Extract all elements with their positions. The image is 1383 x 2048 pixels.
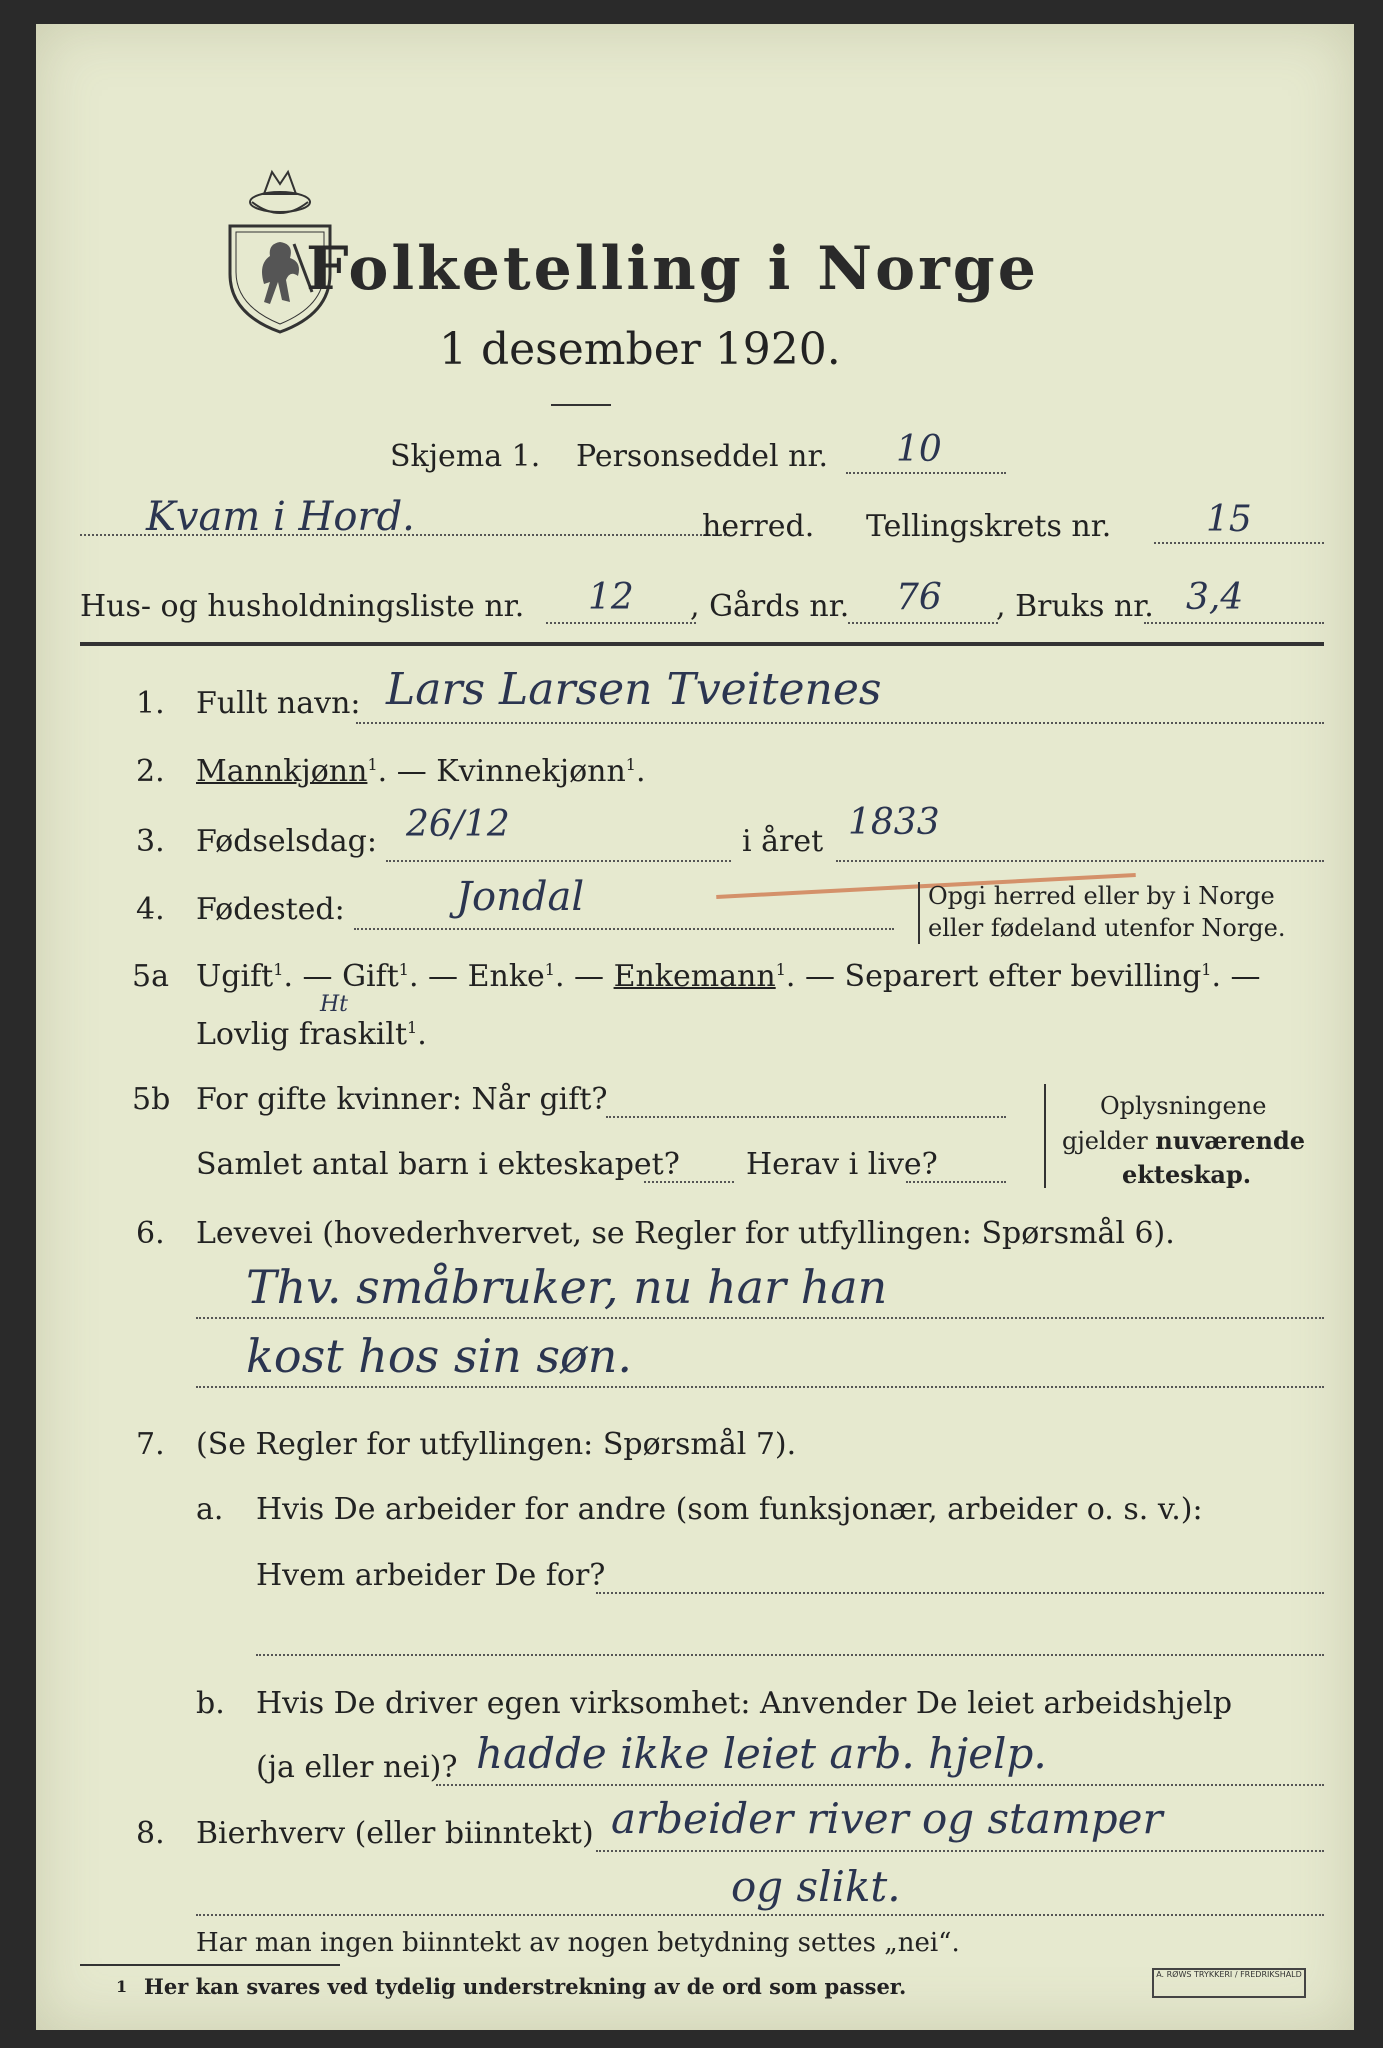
q4-label: Fødested:	[196, 892, 345, 927]
q3-year-dotline	[836, 860, 1324, 862]
footnote-text: Her kan svares ved tydelig understrekning av de ord som passer.	[144, 1974, 907, 1999]
personseddel-value: 10	[896, 429, 942, 470]
q4-note-line1: Opgi herred eller by i Norge	[928, 882, 1275, 910]
bruks-label: , Bruks nr.	[996, 589, 1154, 624]
census-form-sheet	[36, 24, 1354, 2030]
q7a-dotline2	[256, 1654, 1324, 1656]
q5a-number: 5a	[132, 959, 169, 994]
q3-label: Fødselsdag:	[196, 824, 377, 859]
q7-number: 7.	[136, 1427, 165, 1462]
q1-number: 1.	[136, 686, 165, 721]
q4-birthplace-value: Jondal	[456, 874, 585, 920]
q4-number: 4.	[136, 892, 165, 927]
herred-value: Kvam i Hord.	[146, 494, 415, 540]
personseddel-label: Personseddel nr.	[576, 439, 829, 474]
q2-mann-option: Mannkjønn	[196, 754, 368, 789]
q5b-label-alive: Herav i live?	[746, 1147, 938, 1182]
footnote-divider	[80, 1964, 340, 1966]
q7b-dotline	[436, 1784, 1324, 1786]
q5b-note-brace	[1044, 1084, 1046, 1188]
q6-occupation-line1: Thv. småbruker, nu har han	[246, 1260, 888, 1314]
q5a-enkemann-option: Enkemann	[613, 959, 776, 994]
q1-label: Fullt navn:	[196, 686, 361, 721]
gards-label: , Gårds nr.	[690, 589, 850, 624]
q8-side-income-line2: og slikt.	[731, 1862, 901, 1911]
q7a-label2: Hvem arbeider De for?	[256, 1558, 606, 1593]
q4-note-brace	[918, 882, 920, 944]
q7a-letter: a.	[196, 1492, 224, 1527]
q5b-label-when-married: For gifte kvinner: Når gift?	[196, 1082, 608, 1117]
q6-number: 6.	[136, 1216, 165, 1251]
q2-number: 2.	[136, 754, 165, 789]
herred-label: herred.	[702, 509, 815, 544]
q3-birthdate-value: 26/12	[406, 804, 510, 845]
q8-number: 8.	[136, 1816, 165, 1851]
gards-value: 76	[896, 577, 942, 618]
husholdningsliste-label: Hus- og husholdningsliste nr.	[80, 589, 525, 624]
bruks-dotline	[1144, 622, 1324, 624]
q6-dotline2	[196, 1386, 1324, 1388]
q5a-line2: Lovlig fraskilt$^1$.	[196, 1017, 427, 1052]
q7b-label2: (ja eller nei)?	[256, 1750, 458, 1785]
q5b-children-dotline	[644, 1181, 734, 1183]
q3-year-label: i året	[742, 824, 824, 859]
q7b-answer-value: hadde ikke leiet arb. hjelp.	[476, 1729, 1047, 1778]
q8-dotline1	[596, 1850, 1324, 1852]
q5a-handwritten-mark: Ht	[320, 992, 349, 1017]
q8-side-income-line1: arbeider river og stamper	[611, 1794, 1163, 1843]
q4-note-line2: eller fødeland utenfor Norge.	[928, 914, 1286, 942]
q5b-note-line1: Oplysningene	[1100, 1092, 1267, 1120]
form-title: Folketelling i Norge	[306, 234, 1039, 304]
q4-dotline	[354, 928, 894, 930]
husholdningsliste-dotline	[546, 622, 696, 624]
q7b-letter: b.	[196, 1686, 225, 1721]
q5b-note-line3: ekteskap.	[1122, 1160, 1252, 1189]
q6-label: Levevei (hovederhvervet, se Regler for utfyllingen: Spørsmål 6).	[196, 1216, 1175, 1251]
skjema-label: Skjema 1.	[390, 439, 541, 474]
q5b-number: 5b	[132, 1082, 171, 1117]
q5b-when-dotline	[606, 1116, 1006, 1118]
q3-birthyear-value: 1833	[848, 802, 940, 843]
q7a-label: Hvis De arbeider for andre (som funksjonær, arbeider o. s. v.):	[256, 1492, 1203, 1527]
bruks-value: 3,4	[1186, 577, 1244, 618]
footnote-mark: 1	[116, 1977, 128, 1996]
q1-full-name-value: Lars Larsen Tveitenes	[386, 664, 882, 715]
title-divider	[551, 404, 611, 406]
q5a-marital-options: Ugift$^1$. — Gift$^1$. — Enke$^1$. — Enkemann$^1$. — Separert efter bevilling$^1$. —	[196, 959, 1261, 994]
q6-dotline1	[196, 1317, 1324, 1319]
q5b-alive-dotline	[906, 1181, 1006, 1183]
personseddel-dotline	[846, 472, 1006, 474]
tellingskrets-dotline	[1154, 542, 1324, 544]
tellingskrets-label: Tellingskrets nr.	[866, 509, 1112, 544]
q5b-label-children: Samlet antal barn i ekteskapet?	[196, 1147, 680, 1182]
q8-dotline2	[196, 1914, 1324, 1916]
q8-label: Bierhverv (eller biinntekt)	[196, 1816, 594, 1851]
q3-date-dotline	[386, 860, 731, 862]
census-date: 1 desember 1920.	[439, 324, 841, 375]
gards-dotline	[848, 622, 998, 624]
q7-label: (Se Regler for utfyllingen: Spørsmål 7).	[196, 1427, 797, 1462]
printer-stamp: A. RØWS TRYKKERI / FREDRIKSHALD	[1152, 1968, 1306, 1998]
q1-dotline	[356, 722, 1324, 724]
q3-number: 3.	[136, 824, 165, 859]
q7a-dotline1	[596, 1592, 1324, 1594]
header-divider	[80, 642, 1324, 646]
q2-sex-options: Mannkjønn$^1$. — Kvinnekjønn$^1$.	[196, 754, 646, 789]
q7b-label: Hvis De driver egen virksomhet: Anvender De leiet arbeidshjelp	[256, 1686, 1233, 1721]
tellingskrets-value: 15	[1206, 499, 1252, 540]
q5b-note-line2: gjelder nuværende	[1062, 1126, 1306, 1155]
q6-occupation-line2: kost hos sin søn.	[246, 1329, 632, 1383]
husholdningsliste-value: 12	[588, 577, 634, 618]
q8-note: Har man ingen biinntekt av nogen betydning settes „nei“.	[196, 1928, 960, 1958]
